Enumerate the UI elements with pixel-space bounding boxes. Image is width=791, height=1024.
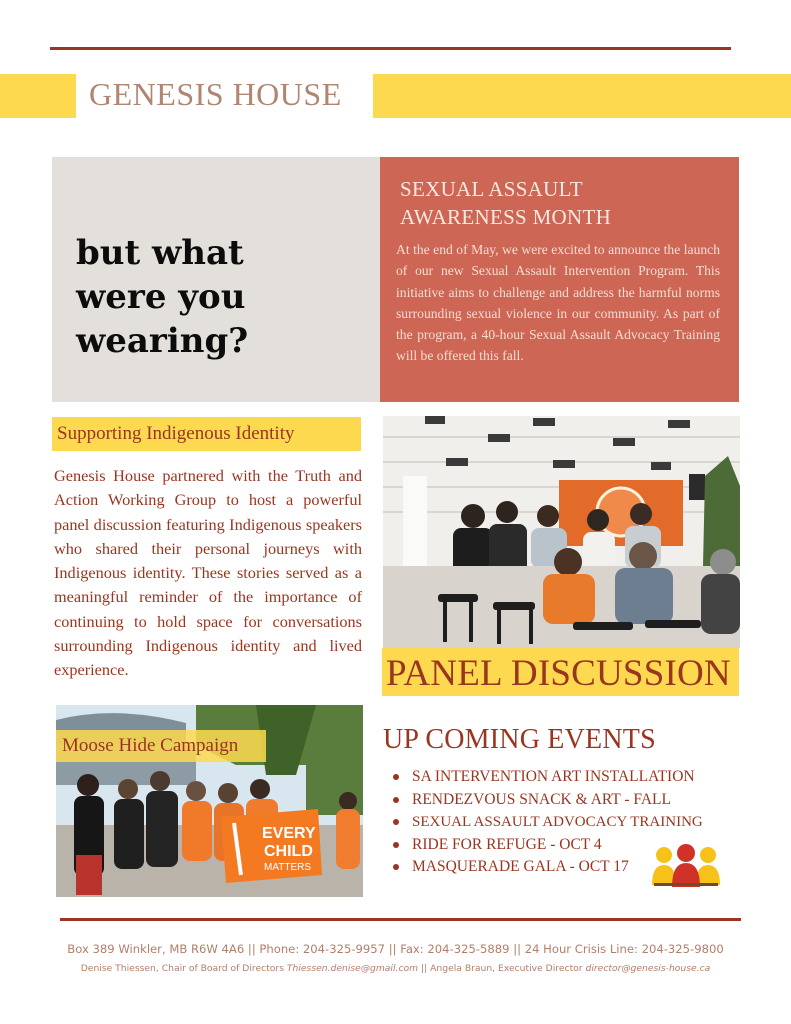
footer-chair: Denise Thiessen, Chair of Board of Directors [80, 963, 287, 974]
moose-hide-caption: Moose Hide Campaign [62, 735, 239, 756]
panel-discussion-caption: PANEL DISCUSSION [386, 653, 731, 694]
footer-separator: || [418, 963, 431, 974]
footer-contact: Box 389 Winkler, MB R6W 4A6 || Phone: 204-325-9957 || Fax: 204-325-5889 || 24 Hour Crisis Line: 204-325-9800 [67, 942, 724, 956]
header-band-right [373, 74, 791, 118]
header-band-left [0, 74, 76, 118]
event-item: SA INTERVENTION ART INSTALLATION [392, 766, 742, 789]
event-item: RIDE FOR REFUGE - OCT 4 [392, 834, 742, 857]
footer-director-email[interactable]: director@genesis-house.ca [585, 963, 711, 974]
quote-line-1: but what [76, 233, 244, 273]
indigenous-heading-tag [52, 417, 361, 451]
footer-officers [0, 963, 791, 974]
people-group-icon [650, 843, 722, 887]
event-item: MASQUERADE GALA - OCT 17 [392, 856, 742, 879]
bottom-divider [60, 918, 741, 921]
sa-awareness-title [400, 175, 730, 231]
events-title: UP COMING EVENTS [383, 724, 656, 755]
indigenous-heading: Supporting Indigenous Identity [57, 423, 295, 444]
sa-awareness-body: At the end of May, we were excited to announce the launch of our new Sexual Assault Intervention Program. This initiative aims to challenge and address the harmful norms surrounding sexual violence in our community. As part of the program, a 40-hour Sexual Assault Advocacy Training will be offered this fall. [396, 242, 720, 364]
banner-line-1: EVERY [262, 825, 316, 842]
moose-hide-tag [56, 730, 266, 762]
panel-discussion-photo [383, 416, 740, 648]
top-divider [50, 47, 731, 50]
banner-line-2: CHILD [264, 843, 313, 860]
panel-photo-illustration [383, 416, 740, 648]
sa-title-line-1: SEXUAL ASSAULT [400, 177, 583, 201]
event-item: RENDEZVOUS SNACK & ART - FALL [392, 789, 742, 812]
quote-line-3: wearing? [76, 321, 249, 361]
sa-awareness-panel [380, 157, 739, 402]
quote-text [76, 231, 366, 363]
indigenous-body: Genesis House partnered with the Truth and Action Working Group to host a powerful panel discussion featuring Indigenous speakers who shared their personal journeys with Indigenous identity. These stories served as a meaningful reminder of the importance of continuing to hold space for conversations surrounding Indigenous identity and lived experience. [54, 466, 362, 680]
footer-chair-email[interactable]: Thiessen.denise@gmail.com [286, 963, 419, 974]
quote-panel [52, 157, 380, 402]
quote-line-2: were you [76, 277, 246, 317]
footer-director: Angela Braun, Executive Director [430, 963, 586, 974]
page-title: GENESIS HOUSE [89, 76, 342, 112]
sa-title-line-2: AWARENESS MONTH [400, 205, 612, 229]
event-item: SEXUAL ASSAULT ADVOCACY TRAINING [392, 811, 742, 834]
panel-discussion-tag [382, 648, 739, 696]
banner-line-3: MATTERS [264, 862, 312, 873]
